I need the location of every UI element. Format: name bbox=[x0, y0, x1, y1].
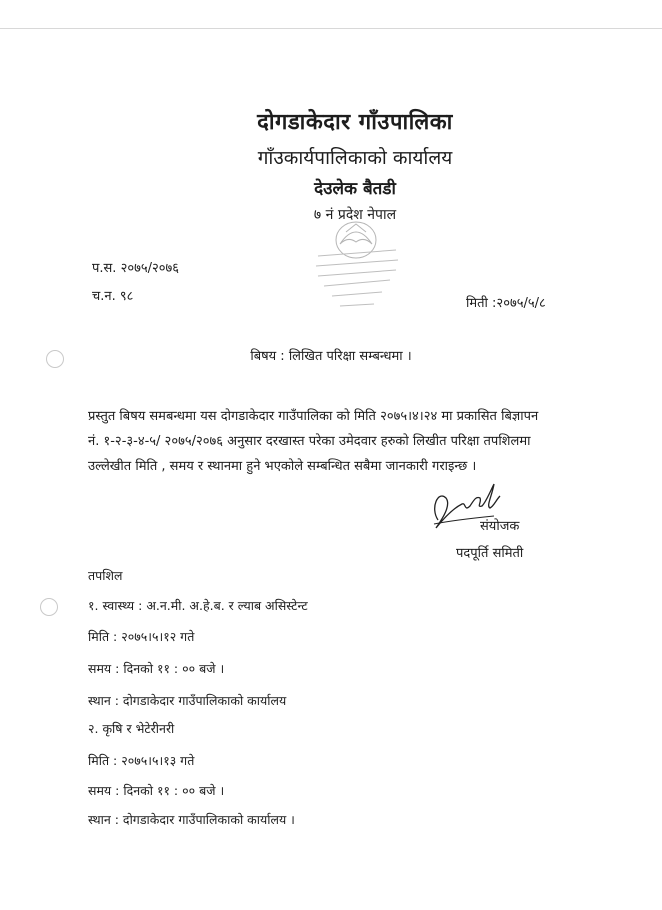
schedule-item-time: समय : दिनको ११ : ०० बजे । bbox=[88, 661, 225, 676]
signatory-committee: पदपूर्ति समिती bbox=[456, 546, 524, 561]
reference-chn: च.न. ९८ bbox=[92, 289, 134, 304]
schedule-item-time: समय : दिनको ११ : ०० बजे । bbox=[88, 783, 225, 798]
body-line: नं. १-२-३-४-५/ २०७५/२०७६ अनुसार दरखास्त परेका उमेदवार हरुको लिखीत परिक्षा तपशिलमा bbox=[88, 434, 531, 449]
office-subtitle: गाँउकार्यपालिकाको कार्यालय bbox=[257, 147, 453, 169]
schedule-item-place: स्थान : दोगडाकेदार गाउँपालिकाको कार्यालय । bbox=[88, 812, 295, 827]
reference-date: मिती :२०७५/५/८ bbox=[466, 296, 546, 311]
schedule-item-title: १. स्वास्थ्य : अ.न.मी. अ.हे.ब. र ल्याब असिस्टेन्ट bbox=[88, 598, 308, 613]
reference-ps: प.स. २०७५/२०७६ bbox=[92, 261, 180, 276]
signatory-role: संयोजक bbox=[480, 519, 520, 534]
seal-stamp-icon bbox=[310, 210, 402, 320]
page-top-border bbox=[0, 28, 662, 29]
tapasil-heading: तपशिल bbox=[88, 568, 123, 583]
letter-subject: बिषय : लिखित परिक्षा सम्बन्धमा । bbox=[250, 349, 412, 364]
schedule-item-date: मिति : २०७५।५।१२ गते bbox=[88, 629, 195, 644]
office-province: ७ नं प्रदेश नेपाल bbox=[313, 207, 397, 223]
schedule-item-title: २. कृषि र भेटेरीनरी bbox=[88, 721, 175, 736]
office-location: देउलेक बैतडी bbox=[314, 179, 396, 199]
office-name: दोगडाकेदार गाँउपालिका bbox=[257, 110, 453, 135]
body-line: उल्लेखीत मिति , समय र स्थानमा हुने भएकोले सम्बन्धित सबैमा जानकारी गराइन्छ । bbox=[88, 459, 477, 474]
schedule-item-date: मिति : २०७५।५।१३ गते bbox=[88, 753, 195, 768]
letter-body bbox=[88, 404, 598, 479]
punch-hole-icon bbox=[40, 598, 58, 616]
body-line: प्रस्तुत बिषय समबन्धमा यस दोगडाकेदार गाउँपालिका को मिति २०७५।४।२४ मा प्रकासित बिज्ञापन bbox=[88, 409, 539, 424]
schedule-item-place: स्थान : दोगडाकेदार गाउँपालिकाको कार्यालय bbox=[88, 693, 287, 708]
